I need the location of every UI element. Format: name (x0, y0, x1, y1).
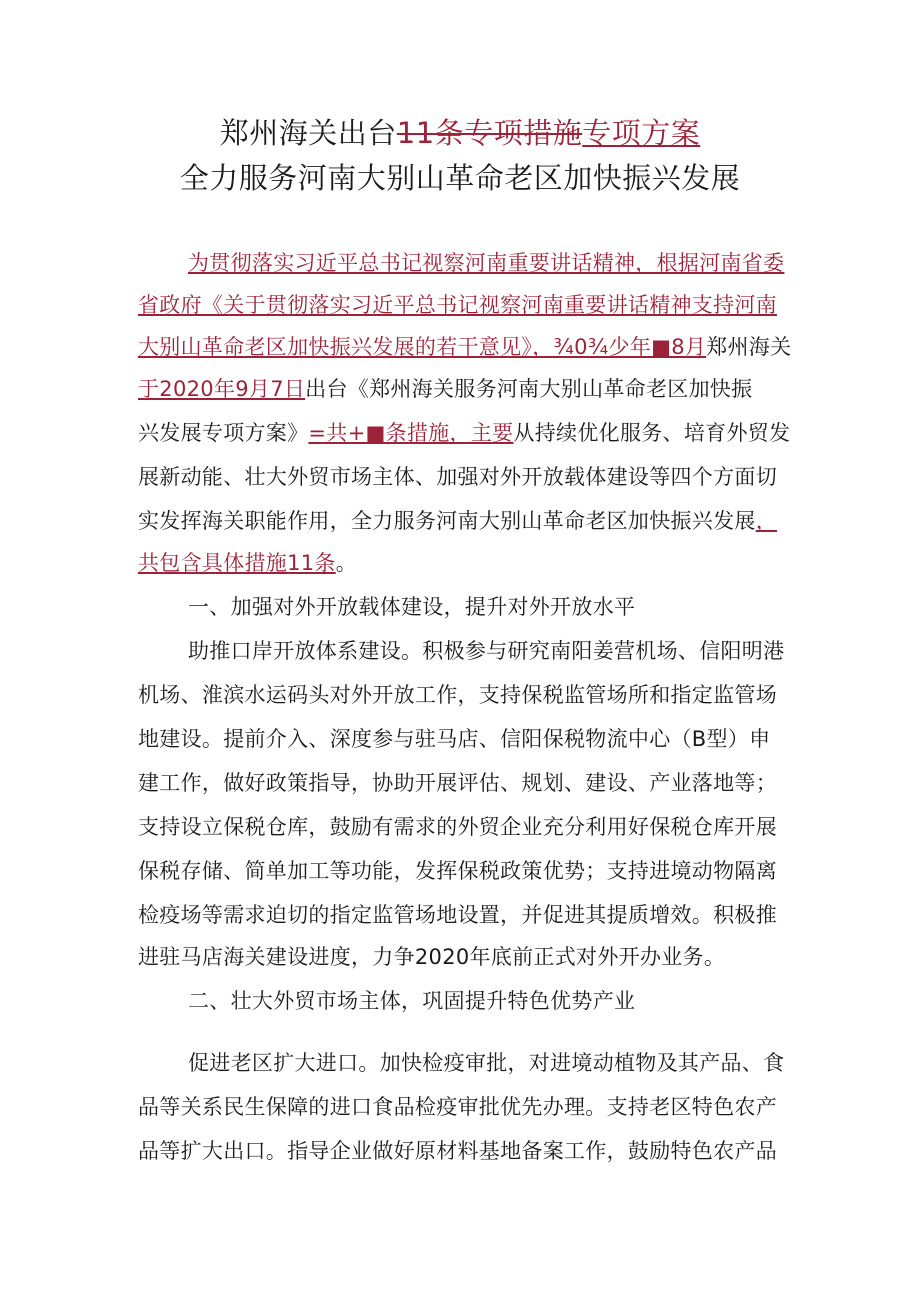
section-1-line-8: 进驻马店海关建设进度，力争2020年底前正式对外开办业务。 (138, 945, 726, 969)
title-prefix: 郑州海关出台 (219, 116, 397, 150)
intro-line-5-c: 从持续优化服务、培育外贸发 (513, 421, 791, 445)
document-title-line-2: 全力服务河南大别山革命老区加快振兴发展 (179, 161, 741, 195)
intro-line-6: 展新动能、壮大外贸市场主体、加强对外开放载体建设等四个方面切 (138, 465, 777, 489)
section-1-line-1: 助推口岸开放体系建设。积极参与研究南阳姜营机场、信阳明港 (188, 639, 785, 663)
intro-line-5-a: 兴发展专项方案》 (138, 421, 309, 445)
section-1-line-7: 检疫场等需求迫切的指定监管场地设置，并促进其提质增效。积极推 (138, 903, 777, 927)
section-1-heading: 一、加强对外开放载体建设，提升对外开放水平 (188, 595, 636, 619)
intro-line-8-revised: 共包含具体措施11条 (138, 551, 336, 575)
section-2-heading: 二、壮大外贸市场主体，巩固提升特色优势产业 (188, 989, 636, 1013)
section-1-line-5: 支持设立保税仓库，鼓励有需求的外贸企业充分利用好保税仓库开展 (138, 815, 777, 839)
intro-line-4-tail: 出台《郑州海关服务河南大别山革命老区加快振 (305, 377, 753, 401)
intro-line-7 (138, 506, 777, 536)
section-2-line-2: 品等关系民生保障的进口食品检疫审批优先办理。支持老区特色农产 (138, 1095, 777, 1119)
intro-line-3 (138, 332, 791, 362)
intro-line-7-a: 实发挥海关职能作用，全力服务河南大别山革命老区加快振兴发展 (138, 509, 756, 533)
intro-line-5-revised: =共+■条措施，主要 (308, 421, 514, 445)
intro-line-8-tail: 。 (335, 551, 358, 575)
section-2-line-1: 促进老区扩大进口。加快检疫审批，对进境动植物及其产品、食 (188, 1051, 785, 1075)
section-2-line-3: 品等扩大出口。指导企业做好原材料基地备案工作，鼓励特色农产品 (138, 1139, 777, 1163)
title-inserted-text: 专项方案 (582, 116, 701, 150)
intro-line-5 (138, 418, 790, 448)
section-1-line-3: 地建设。提前介入、深度参与驻马店、信阳保税物流中心（B型）申 (138, 727, 771, 751)
intro-line-1: 为贯彻落实习近平总书记视察河南重要讲话精神，根据河南省委 (188, 251, 785, 275)
section-1-line-4: 建工作，做好政策指导，协助开展评估、规划、建设、产业落地等； (138, 771, 777, 795)
title-deleted-text: 11条专项措施 (396, 116, 583, 150)
intro-line-3-revised: 大别山革命老区加快振兴发展的若干意见》，¾0¾少年■8月 (138, 335, 707, 359)
document-title-line-1 (0, 113, 920, 153)
intro-line-8 (138, 548, 357, 578)
intro-line-3-tail: 郑州海关 (706, 335, 792, 359)
intro-line-2: 省政府《关于贯彻落实习近平总书记视察河南重要讲话精神支持河南 (138, 293, 777, 317)
section-1-line-2: 机场、淮滨水运码头对外开放工作，支持保税监管场所和指定监管场 (138, 683, 777, 707)
intro-line-4 (138, 374, 752, 404)
section-1-line-6: 保税存储、简单加工等功能，发挥保税政策优势；支持进境动物隔离 (138, 859, 777, 883)
intro-line-4-revised: 于2020年9月7日 (138, 377, 306, 401)
intro-line-7-revised: ， (755, 509, 778, 533)
